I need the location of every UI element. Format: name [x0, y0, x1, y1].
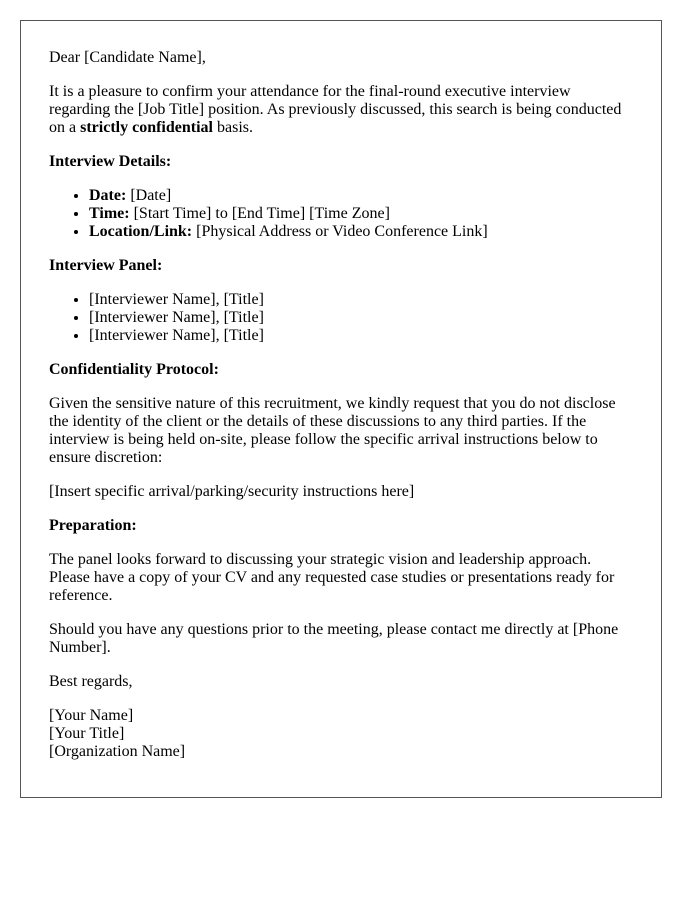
signature-title: [Your Title]	[49, 725, 125, 742]
signature-name: [Your Name]	[49, 707, 134, 724]
panel-list	[49, 291, 633, 345]
greeting: Dear [Candidate Name],	[49, 49, 206, 66]
details-heading-text: Interview Details:	[49, 153, 172, 170]
preparation-body: The panel looks forward to discussing your strategic vision and leadership approach. Please have a copy of your CV and any requested case studies or presentations ready for reference.	[49, 551, 615, 604]
panel-member: • [Interviewer Name], [Title]	[89, 309, 633, 327]
panel-heading-text: Interview Panel:	[49, 257, 163, 274]
item-value: [Physical Address or Video Conference Link]	[192, 223, 488, 240]
details-item-time	[89, 205, 633, 223]
arrival-instructions: [Insert specific arrival/parking/security instructions here]	[49, 483, 415, 500]
confidentiality-heading-text: Confidentiality Protocol:	[49, 361, 219, 378]
panel-heading	[49, 257, 633, 275]
item-label: Location/Link:	[89, 223, 193, 240]
item-value: [Date]	[126, 187, 172, 204]
panel-member: • [Interviewer Name], [Title]	[89, 327, 633, 345]
intro-text-end: basis.	[212, 119, 253, 136]
details-item-date	[89, 187, 633, 205]
item-label: Date:	[89, 187, 127, 204]
confidentiality-heading	[49, 361, 633, 379]
details-heading	[49, 153, 633, 171]
preparation-heading	[49, 517, 633, 535]
closing: Best regards,	[49, 673, 133, 690]
preparation-heading-text: Preparation:	[49, 517, 137, 534]
signature-block	[49, 707, 633, 761]
intro-text: It is a pleasure to confirm your attendance for the final-round executive interview regarding the [Job Title] position. As previously discussed, this search is being conducted on a	[49, 83, 622, 136]
confidentiality-body: Given the sensitive nature of this recruitment, we kindly request that you do not disclose the identity of the client or the details of these discussions to any third parties. If the interview is being held on-site, please follow the specific arrival instructions below to ensure discretion:	[49, 395, 616, 466]
details-list	[49, 187, 633, 241]
intro-paragraph	[49, 83, 633, 137]
details-item-location	[89, 223, 633, 241]
intro-emphasis: strictly confidential	[80, 119, 213, 136]
panel-member: • [Interviewer Name], [Title]	[89, 291, 633, 309]
contact-paragraph: Should you have any questions prior to the meeting, please contact me directly at [Phone Number].	[49, 621, 619, 656]
letter	[20, 20, 662, 798]
signature-organization: [Organization Name]	[49, 743, 186, 760]
item-label: Time:	[89, 205, 130, 222]
item-value: [Start Time] to [End Time] [Time Zone]	[129, 205, 390, 222]
